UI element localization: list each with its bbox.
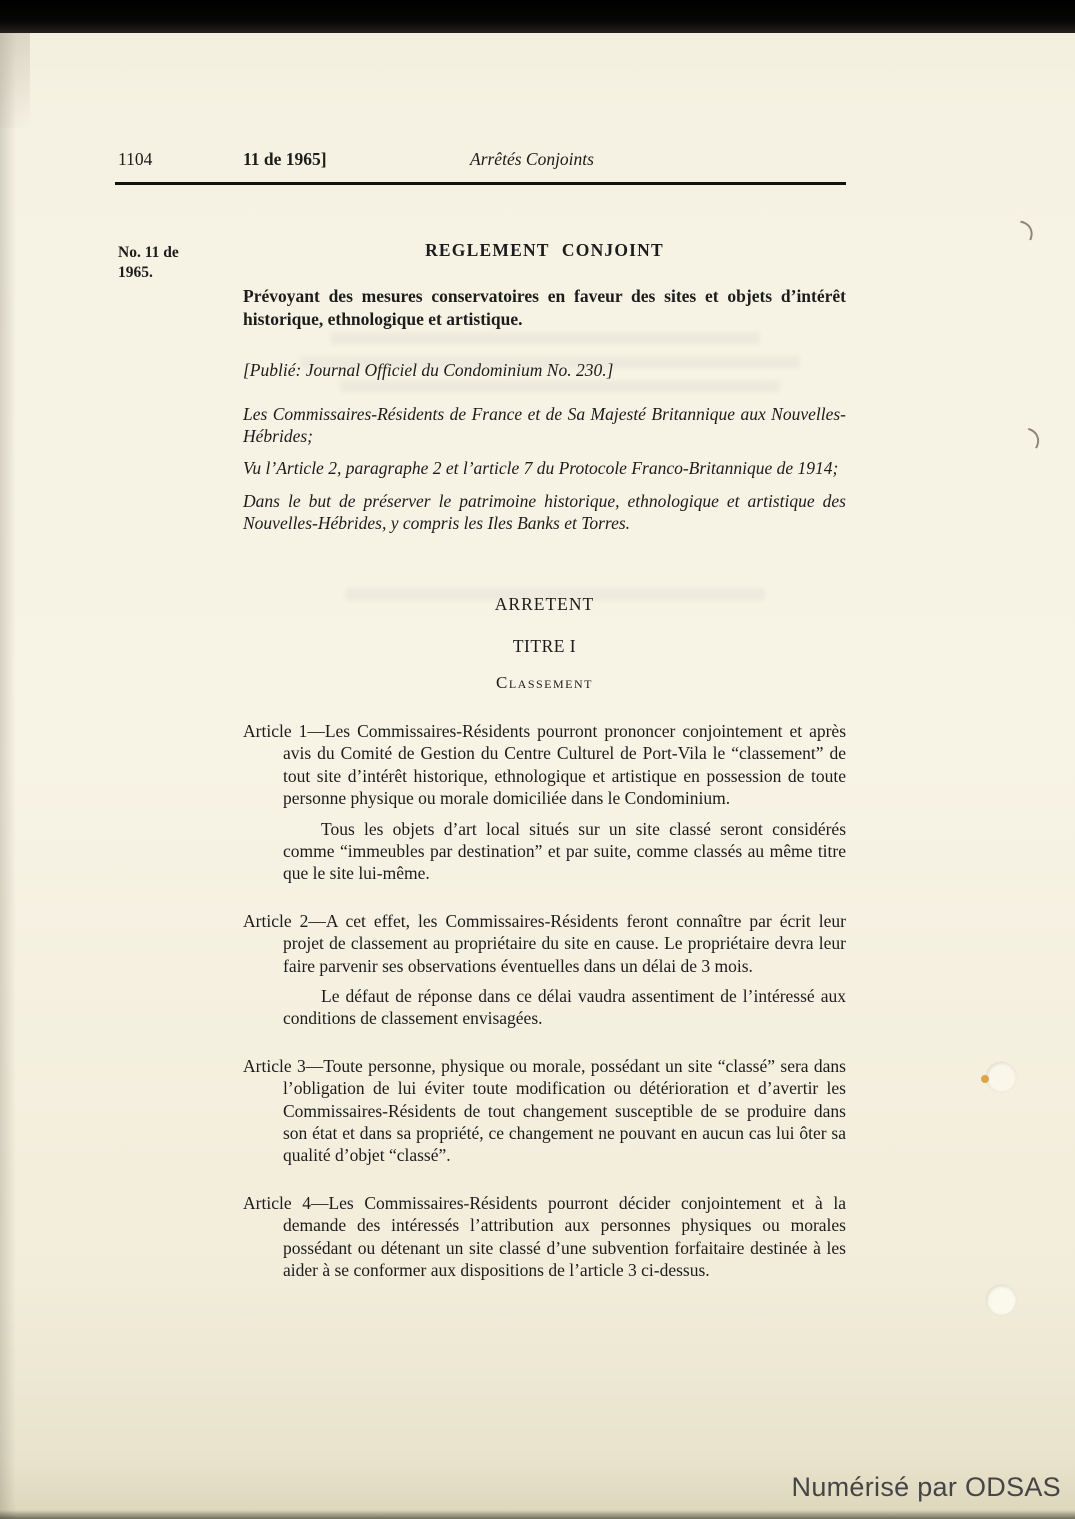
paper-corner-shade bbox=[0, 33, 30, 128]
margin-note: No. 11 de 1965. bbox=[118, 244, 179, 281]
article-label: Article 2 bbox=[243, 910, 309, 931]
article-paragraph bbox=[243, 910, 846, 977]
article-label: Article 1 bbox=[243, 720, 308, 741]
article-text: —Les Commissaires-Résidents pourront décider conjointement et à la demande des intéressés l’attribution aux personnes physiques ou morales possédant ou détenant un site classé d’une subvention forfaitaire destinée à les aider à se conformer aux dispositions de l’article 3 ci-dessus. bbox=[283, 1192, 846, 1280]
article-2 bbox=[243, 910, 846, 1030]
issue-label: 11 de 1965] bbox=[243, 149, 327, 169]
article-paragraph: Le défaut de réponse dans ce délai vaudra assentiment de l’intéressé aux conditions de classement envisagées. bbox=[283, 985, 846, 1029]
article-label: Article 4 bbox=[243, 1192, 311, 1213]
preamble-paragraph: Dans le but de préserver le patrimoine historique, ethnologique et artistique des Nouvelles-Hébrides, y compris les Iles Banks et Torres. bbox=[243, 490, 846, 534]
header-rule bbox=[115, 182, 846, 185]
publication-note: [Publié: Journal Officiel du Condominium No. 230.] bbox=[243, 360, 614, 381]
hole-punch bbox=[986, 1285, 1016, 1315]
paper-curl-mark bbox=[987, 420, 1044, 470]
ink-bleed bbox=[345, 588, 765, 601]
article-1 bbox=[243, 720, 846, 885]
preamble-paragraph: Vu l’Article 2, paragraphe 2 et l’article 7 du Protocole Franco-Britannique de 1914; bbox=[243, 458, 839, 479]
article-4 bbox=[243, 1192, 846, 1282]
document-title: REGLEMENT CONJOINT bbox=[425, 240, 664, 260]
article-paragraph bbox=[243, 1192, 846, 1282]
preamble bbox=[243, 403, 846, 535]
paper-curl-mark bbox=[981, 213, 1039, 266]
section-heading: Classement bbox=[495, 673, 593, 693]
article-paragraph: Tous les objets d’art local situés sur un site classé seront considérés comme “immeubles par destination” et par suite, comme classés au même titre que le site lui-même. bbox=[283, 818, 846, 884]
scan-bottom-edge bbox=[0, 1510, 1075, 1519]
article-paragraph bbox=[243, 1055, 846, 1167]
article-paragraph bbox=[243, 720, 846, 810]
article-3 bbox=[243, 1055, 846, 1167]
article-text: —Toute personne, physique ou morale, possédant un site “classé” sera dans l’obligation de lui éviter toute modification ou détérioration et d’avertir les Commissaires-Résidents de tout changement susceptible de se produire dans son état et dans sa propriété, ce changement ne pouvant en aucun cas lui ôter sa qualité d’objet “classé”. bbox=[283, 1055, 846, 1166]
ink-bleed bbox=[300, 356, 800, 369]
preamble-paragraph: Les Commissaires-Résidents de France et de Sa Majesté Britannique aux Nouvelles-Hébrides; bbox=[243, 403, 846, 447]
article-label: Article 3 bbox=[243, 1055, 306, 1076]
scan-watermark: Numérisé par ODSAS bbox=[791, 1472, 1061, 1502]
titre-heading: TITRE I bbox=[512, 636, 577, 657]
enactment-heading: ARRETENT bbox=[494, 593, 595, 614]
article-text: —Les Commissaires-Résidents pourront prononcer conjointement et après avis du Comité de Gestion du Centre Culturel de Port-Vila le “classement” de tout site d’intérêt historique, ethnologique et artistique en possession de toute personne physique ou morale domiciliée dans le Condominium. bbox=[283, 720, 846, 809]
running-title: Arrêtés Conjoints bbox=[470, 149, 594, 169]
article-text: —A cet effet, les Commissaires-Résidents feront connaître par écrit leur projet de classement au propriétaire du site en cause. Le propriétaire devra leur faire parvenir ses observations éventuelles dans un délai de 3 mois. bbox=[283, 910, 846, 976]
page-header bbox=[118, 147, 846, 173]
ink-bleed bbox=[340, 380, 780, 393]
hole-punch bbox=[986, 1062, 1016, 1092]
ink-bleed bbox=[330, 332, 760, 345]
page-number: 1104 bbox=[118, 149, 153, 169]
scan-top-edge bbox=[0, 0, 1075, 33]
document-subtitle: Prévoyant des mesures conservatoires en faveur des sites et objets d’intérêt historique, ethnologique et artistique. bbox=[243, 286, 846, 329]
document-body bbox=[243, 239, 846, 1281]
